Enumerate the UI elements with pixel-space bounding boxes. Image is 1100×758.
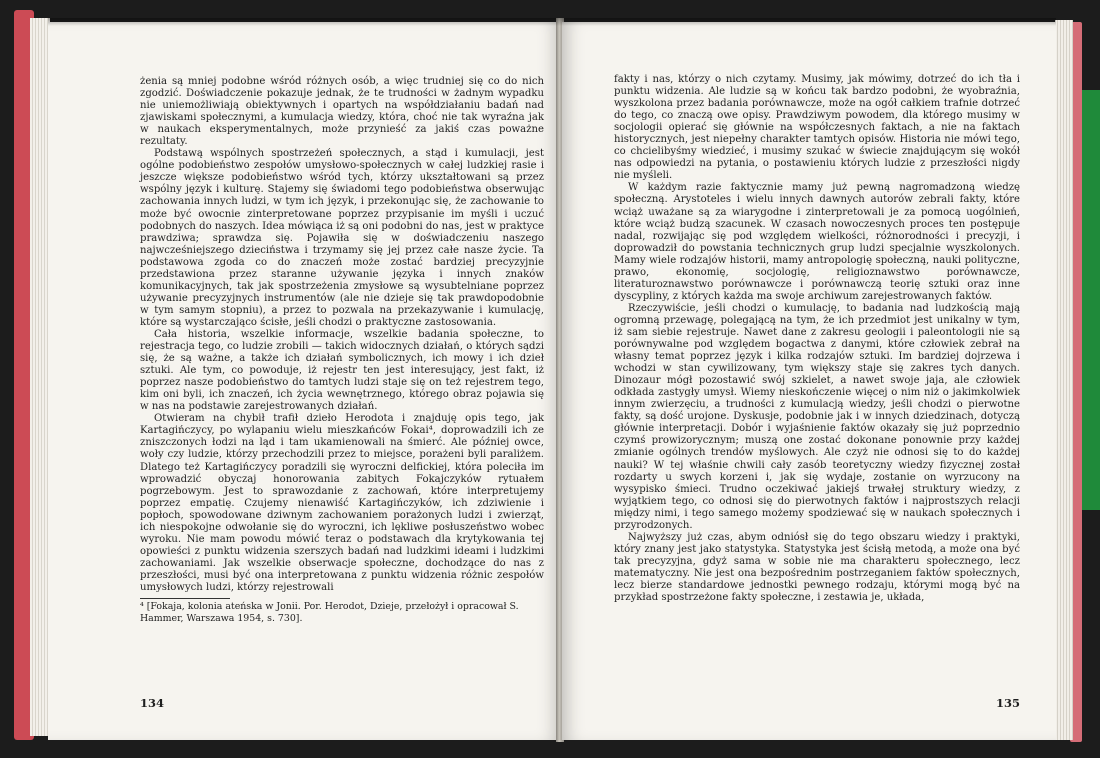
left-paragraph-3: Cała historia, wszelkie informacje, wszelkie badania społeczne, to rejestracja tego, co ludzie zrobili — takich widocznych działań, o których sądzi się, że są ważne, a także ich działań symbolicznych, ich mowy i ich dzieł sztuki. Ale tym, co powoduje, iż rejestr ten jest interesujący, jest fakt, iż poprzez nasze podobieństwo do tamtych ludzi staje się on też rejestrem tego, kim oni byli, ich znaczeń, ich życia wewnętrznego, którego obraz pojawia się w nas na podstawie zarejestrowanych działań. bbox=[140, 328, 544, 413]
green-background-object bbox=[1080, 90, 1100, 510]
top-edge-shadow bbox=[48, 18, 1056, 26]
page-number-left: 134 bbox=[140, 696, 165, 710]
page-number-right: 135 bbox=[995, 696, 1020, 710]
footnote-divider bbox=[140, 598, 230, 599]
page-stack-edge-right bbox=[1055, 20, 1073, 740]
left-page bbox=[48, 22, 560, 740]
left-page-body bbox=[140, 76, 544, 594]
left-paragraph-2: Podstawą wspólnych spostrzeżeń społecznych, a stąd i kumulacji, jest ogólne podobieństwo zespołów umysłowo-społecznych w całej ludzkiej rasie i jeszcze większe podobieństwo wśród tych, którzy ukształtowani są przez wspólny język i kulturę. Stajemy się świadomi tego podobieństwa obserwując zachowania innych ludzi, w tym ich język, i przekonując się, że zachowanie to może być owocnie zinterpretowane poprzez przypisanie im myśli i uczuć podobnych do naszych. Idea mówiąca iż są oni podobni do nas, jest w praktyce prawdziwa; sprawdza się. Pojawiła się w doświadczeniu naszego najwcześniejszego dzieciństwa i trzymamy się jej przez całe nasze życie. Ta podstawowa zgoda co do znaczeń może zostać bardziej precyzyjnie przedstawiona przez staranne używanie języka i innych znaków komunikacyjnych, tak jak spostrzeżenia zmysłowe są wysubtelniane poprzez używanie precyzyjnych instrumentów (ale nie dzieje się tak prawdopodobnie w tym samym stopniu), a przez to pozwala na przekazywanie i kumulację, które są wystarczająco ścisłe, jeśli chodzi o praktyczne zastosowania. bbox=[140, 148, 544, 328]
footnote: ⁴ [Fokaja, kolonia ateńska w Jonii. Por. Herodot, Dzieje, przełożył i opracował S. Hammer, Warszawa 1954, s. 730]. bbox=[140, 601, 519, 624]
right-page-body bbox=[614, 74, 1020, 604]
left-paragraph-4: Otwieram na chybił trafił dzieło Herodota i znajduję opis tego, jak Kartagińczycy, po wylapaniu wielu mieszkańców Fokai⁴, doprowadzili ich ze zniszczonych łodzi na ląd i tam ukamienowali na śmierć. Ale później owce, woły czy ludzie, którzy przechodzili przez to miejsce, porażeni byli paraliżem. Dlatego też Kartagińczycy poradzili się wyroczni delfickiej, która poleciła im wprowadzić obyczaj honorowania zabitych Fokajczyków rytuałem pogrzebowym. Jest to sprawozdanie z zachowań, które interpretujemy poprzez empatię. Czujemy nienawiść Kartagińczyków, ich zdziwienie i popłoch, spowodowane dziwnym zachowaniem porażonych ludzi i zwierząt, ich niespokojne odwołanie się do wyroczni, ich lękliwe posłuszeństwo wobec wyroku. Nie mam powodu mówić teraz o podstawach dla krytykowania tej opowieści z punktu widzenia szerszych badań nad ludzkimi ideami i ludzkimi zachowaniami. Jak wszelkie obserwacje społeczne, dochodzące do nas z przeszłości, musi być ona interpretowana z punktu widzenia różnic zespołów umysłowych ludzi, którzy rejestrowali bbox=[140, 413, 544, 593]
right-paragraph-4: Najwyższy już czas, abym odniósł się do tego obszaru wiedzy i praktyki, który znany jest jako statystyka. Statystyka jest ścisłą metodą, a może ona być tak precyzyjna, gdyż sama w sobie nie ma charakteru społecznego, lecz matematyczny. Nie jest ona bezpośrednim postrzeganiem faktów społecznych, lecz bierze standardowe jednostki pewnego rodzaju, którymi mogą być na przykład spostrzeżone fakty społeczne, i zestawia je, układa, bbox=[614, 531, 1020, 604]
right-paragraph-2: W każdym razie faktycznie mamy już pewną nagromadzoną wiedzę społeczną. Arystoteles i wielu innych dawnych autorów zebrali fakty, które wciąż uważane są za wiarygodne i zinterpretowali je za pomocą uogólnień, które wciąż budzą szacunek. W czasach nowoczesnych proces ten postępuje nadal, rozwijając się pod względem wielkości, różnorodności i precyzji, i doprowadził do powstania technicznych grup ludzi specjalnie wyszkolonych. Mamy wiele rodzajów historii, mamy antropologię społeczną, nauki polityczne, prawo, ekonomię, socjologię, religioznawstwo porównawcze, literaturoznawstwo porównawcze i porównawczą teorię sztuki oraz inne dyscypliny, z których każda ma swoje archiwum zarejestrowanych faktów. bbox=[614, 182, 1020, 302]
right-paragraph-3: Rzeczywiście, jeśli chodzi o kumulację, to badania nad ludzkością mają ogromną przewagę, polegającą na tym, że ich przedmiot jest unikalny w tym, iż sam siebie rejestruje. Nawet dane z zakresu geologii i paleontologii nie są porównywalne pod względem bogactwa z danymi, które człowiek zebrał na własny temat poprzez język i kilka rodzajów sztuki. Im bardziej dojrzewa i wchodzi w stan cywilizowany, tym większy staje się zakres tych danych. Dinozaur mógł pozostawić swój szkielet, a nawet swoje jaja, ale człowiek odkłada zastygły umysł. Wiemy nieskończenie więcej o nim niż o jakimkolwiek innym zwierzęciu, a trudności z kumulacją wiedzy, jeśli chodzi o pierwotne fakty, są dość urojone. Dyskusje, podobnie jak i w innych dziedzinach, dotyczą głównie interpretacji. Dobór i wyjaśnienie faktów okazały się już poprzednio czymś prowizorycznym; muszą one zostać dokonane ponownie przy każdej zmianie ogólnych trendów myślowych. Ale czyż nie odnosi się to do każdej nauki? W tej właśnie chwili cały zasób teoretyczny wiedzy fizycznej został rozdarty u swych korzeni i, jak się wydaje, zostanie on wyrzucony na wysypisko śmieci. Trudno oczekiwać jakiejś trwałej struktury wiedzy, z wyjątkiem tego, co odnosi się do pierwotnych faktów i najprostszych relacji między nimi, i tego samego możemy spodziewać się w naukach społecznych i przyrodzonych. bbox=[614, 302, 1020, 531]
right-page bbox=[562, 22, 1056, 740]
page-stack-edge-left bbox=[30, 18, 50, 736]
right-paragraph-1: fakty i nas, którzy o nich czytamy. Musimy, jak mówimy, dotrzeć do ich tła i punktu widzenia. Ale ludzie są w końcu tak bardzo podobni, że wyobraźnia, wyszkolona przez badania porównawcze, może na ogół całkiem trafnie dotrzeć do tego, co znaczą owe opisy. Prawdziwym powodem, dla którego musimy w socjologii opierać się głównie na współczesnych faktach, a nie na faktach historycznych, jest niepełny charakter tamtych opisów. Historia nie mówi tego, co chcielibyśmy wiedzieć, i musimy szukać w świecie znajdującym się wokół nas odpowiedzi na pytania, o postawieniu których ludzie z przeszłości nigdy nie myśleli. bbox=[614, 74, 1020, 182]
left-paragraph-1: żenia są mniej podobne wśród różnych osób, a więc trudniej się co do nich zgodzić. Doświadczenie pokazuje jednak, że te trudności w żadnym wypadku nie uniemożliwiają obiektywnych i opartych na współdziałaniu badań nad zjawiskami społecznymi, a kumulacja wiedzy, która, choć nie tak wyraźna jak w naukach eksperymentalnych, może przynieść za jakiś czas poważne rezultaty. bbox=[140, 76, 544, 148]
